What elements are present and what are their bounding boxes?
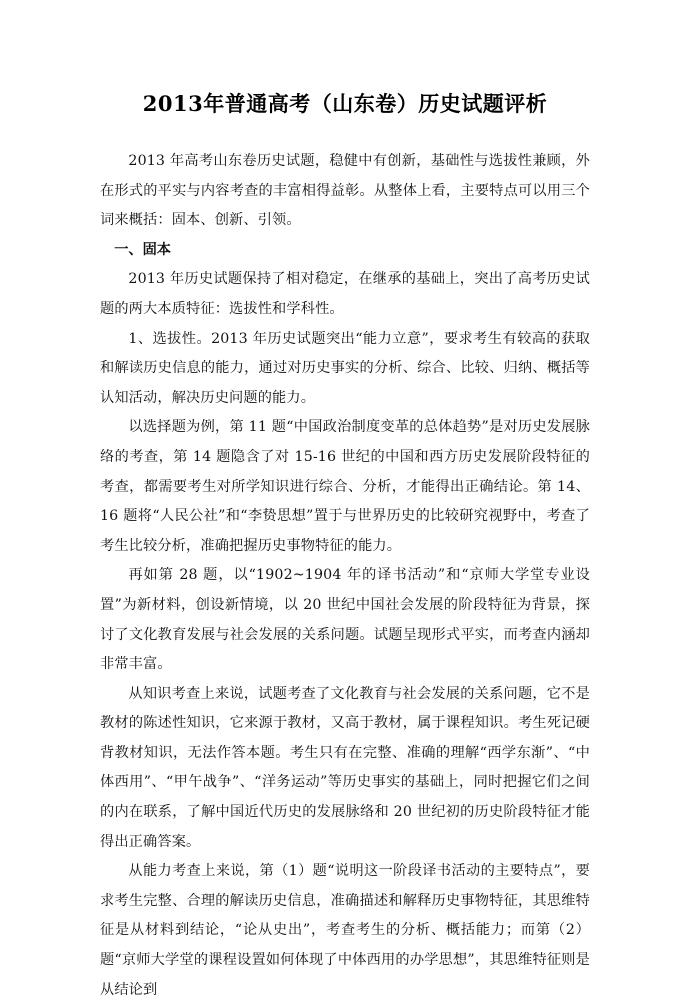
paragraph-multiple-choice-example: 以选择题为例，第 11 题“中国政治制度变革的总体趋势”是对历史发展脉络的考查，第 14 题隐含了对 15-16 世纪的中国和西方历史发展阶段特征的考查，都需要考生对所学知识进行综合、分析，才能得出正确结论。第 14、16 题将“人民公社”和“李贽思想”置于与世界历史的比较研究视野中，考查了考生比较分析，准确把握历史事物特征的能力。 <box>100 419 590 554</box>
document-title: 2013年普通高考（山东卷）历史试题评析 <box>142 91 548 116</box>
paragraph-stability: 2013 年历史试题保持了相对稳定，在继承的基础上，突出了高考历史试题的两大本质特征：选拔性和学科性。 <box>100 271 590 317</box>
document-body <box>100 147 590 1005</box>
section-heading-guben: 一、固本 <box>114 241 171 258</box>
paragraph-knowledge-assessment: 从知识考查上来说，试题考查了文化教育与社会发展的关系问题，它不是教材的陈述性知识，它来源于教材，又高于教材，属于课程知识。考生死记硬背教材知识，无法作答本题。考生只有在完整、准确的理解“西学东渐”、“中体西用”、“甲午战争”、“洋务运动”等历史事实的基础上，同时把握它们之间的内在联系，了解中国近代历史的发展脉络和 20 世纪初的历史阶段特征才能得出正确答案。 <box>100 685 590 850</box>
paragraph-intro: 2013 年高考山东卷历史试题，稳健中有创新，基础性与选拔性兼顾，外在形式的平实与内容考查的丰富相得益彰。从整体上看，主要特点可以用三个词来概括：固本、创新、引领。 <box>100 153 590 229</box>
paragraph-question-28: 再如第 28 题，以“1902~1904 年的译书活动”和“京师大学堂专业设置”为新材料，创设新情境，以 20 世纪中国社会发展的阶段特征为背景，探讨了文化教育发展与社会发展的关系问题。试题呈现形式平实，而考查内涵却非常丰富。 <box>100 567 590 673</box>
paragraph-selectivity: 1、选拔性。2013 年历史试题突出“能力立意”，要求考生有较高的获取和解读历史信息的能力，通过对历史事实的分析、综合、比较、归纳、概括等认知活动，解决历史问题的能力。 <box>100 330 590 406</box>
paragraph-ability-assessment: 从能力考查上来说，第（1）题“说明这一阶段译书活动的主要特点”，要求考生完整、合理的解读历史信息，准确描述和解释历史事物特征，其思维特征是从材料到结论，“论从史出”，考查考生的分析、概括能力；而第（2）题“京师大学堂的课程设置如何体现了中体西用的办学思想”，其思维特征则是从结论到 <box>100 863 590 998</box>
